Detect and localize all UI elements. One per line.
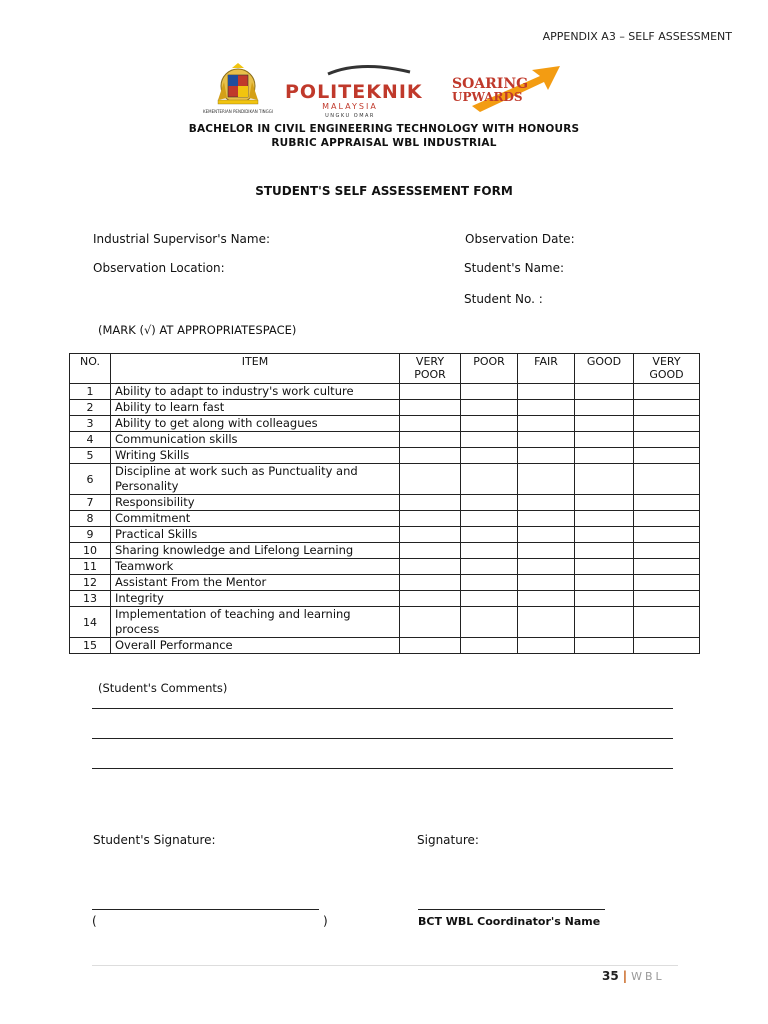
- row-item: Ability to adapt to industry's work culture: [111, 384, 400, 400]
- mark-cell-very-good[interactable]: [634, 559, 700, 575]
- header-item: ITEM: [111, 354, 400, 384]
- malaysia-text: MALAYSIA: [322, 102, 378, 111]
- comment-line-2[interactable]: [92, 738, 673, 739]
- mark-cell-good[interactable]: [575, 416, 634, 432]
- mark-cell-very-poor[interactable]: [400, 591, 461, 607]
- upwards-text: UPWARDS: [452, 90, 523, 104]
- mark-cell-poor[interactable]: [461, 527, 518, 543]
- row-number: 5: [70, 448, 111, 464]
- mark-cell-fair[interactable]: [518, 464, 575, 495]
- politeknik-text: POLITEKNIK: [285, 81, 423, 103]
- coordinator-signature-label: Signature:: [417, 833, 479, 847]
- comment-line-1[interactable]: [92, 708, 673, 709]
- mark-cell-good[interactable]: [575, 448, 634, 464]
- mark-cell-fair[interactable]: [518, 432, 575, 448]
- mark-cell-poor[interactable]: [461, 464, 518, 495]
- ungku-omar-text: UNGKU OMAR: [325, 113, 375, 119]
- table-row: [70, 495, 700, 511]
- table-row: [70, 464, 700, 495]
- row-item: Assistant From the Mentor: [111, 575, 400, 591]
- table-row: [70, 416, 700, 432]
- mark-cell-good[interactable]: [575, 607, 634, 638]
- mark-cell-very-poor[interactable]: [400, 527, 461, 543]
- mark-cell-fair[interactable]: [518, 511, 575, 527]
- table-row: [70, 607, 700, 638]
- student-signature-label: Student's Signature:: [93, 833, 216, 847]
- row-number: 1: [70, 384, 111, 400]
- table-row: [70, 384, 700, 400]
- table-row: [70, 543, 700, 559]
- row-item: Sharing knowledge and Lifelong Learning: [111, 543, 400, 559]
- mark-cell-very-good[interactable]: [634, 448, 700, 464]
- mark-cell-very-good[interactable]: [634, 543, 700, 559]
- soaring-upwards-logo: [452, 66, 560, 112]
- mark-cell-poor[interactable]: [461, 432, 518, 448]
- header-fair: FAIR: [518, 354, 575, 384]
- mark-cell-very-poor[interactable]: [400, 416, 461, 432]
- mark-cell-very-good[interactable]: [634, 416, 700, 432]
- row-number: 8: [70, 511, 111, 527]
- soaring-text: SOARING: [452, 76, 529, 92]
- mark-cell-poor[interactable]: [461, 400, 518, 416]
- coordinator-name-label: BCT WBL Coordinator's Name: [418, 915, 601, 928]
- mark-cell-fair[interactable]: [518, 384, 575, 400]
- comment-line-3[interactable]: [92, 768, 673, 769]
- mark-cell-good[interactable]: [575, 384, 634, 400]
- header-no: NO.: [70, 354, 111, 384]
- mark-cell-poor[interactable]: [461, 607, 518, 638]
- mark-cell-very-poor[interactable]: [400, 464, 461, 495]
- row-item: Communication skills: [111, 432, 400, 448]
- mark-cell-very-good[interactable]: [634, 527, 700, 543]
- mark-cell-good[interactable]: [575, 638, 634, 654]
- row-number: 10: [70, 543, 111, 559]
- mark-cell-very-good[interactable]: [634, 400, 700, 416]
- page-number: 35: [602, 969, 619, 983]
- table-row: [70, 591, 700, 607]
- mark-cell-fair[interactable]: [518, 416, 575, 432]
- mark-cell-poor[interactable]: [461, 575, 518, 591]
- mark-cell-very-poor[interactable]: [400, 511, 461, 527]
- mark-cell-very-good[interactable]: [634, 432, 700, 448]
- rubric-title: RUBRIC APPRAISAL WBL INDUSTRIAL: [271, 137, 497, 149]
- mark-cell-good[interactable]: [575, 432, 634, 448]
- row-item: Teamwork: [111, 559, 400, 575]
- table-row: [70, 400, 700, 416]
- form-title: STUDENT'S SELF ASSESSEMENT FORM: [255, 184, 513, 198]
- row-number: 6: [70, 464, 111, 495]
- table-row: [70, 511, 700, 527]
- row-number: 12: [70, 575, 111, 591]
- mark-cell-very-poor[interactable]: [400, 638, 461, 654]
- row-item: Ability to learn fast: [111, 400, 400, 416]
- mark-cell-poor[interactable]: [461, 638, 518, 654]
- comments-label: (Student's Comments): [98, 681, 228, 695]
- row-number: 13: [70, 591, 111, 607]
- mark-cell-poor[interactable]: [461, 416, 518, 432]
- mark-cell-good[interactable]: [575, 511, 634, 527]
- row-number: 9: [70, 527, 111, 543]
- row-number: 14: [70, 607, 111, 638]
- mark-cell-good[interactable]: [575, 495, 634, 511]
- row-number: 15: [70, 638, 111, 654]
- mark-cell-poor[interactable]: [461, 495, 518, 511]
- table-row: [70, 638, 700, 654]
- mark-cell-good[interactable]: [575, 527, 634, 543]
- mark-cell-good[interactable]: [575, 400, 634, 416]
- student-name-label: Student's Name:: [464, 261, 565, 275]
- mark-cell-fair[interactable]: [518, 527, 575, 543]
- mark-cell-fair[interactable]: [518, 543, 575, 559]
- mark-cell-poor[interactable]: [461, 559, 518, 575]
- programme-title: BACHELOR IN CIVIL ENGINEERING TECHNOLOGY WITH HONOURS: [188, 123, 580, 135]
- mark-cell-good[interactable]: [575, 464, 634, 495]
- observation-date-label: Observation Date:: [465, 232, 575, 246]
- name-paren-close: ): [323, 914, 328, 928]
- mark-cell-poor[interactable]: [461, 384, 518, 400]
- row-number: 11: [70, 559, 111, 575]
- coordinator-signature-line[interactable]: [418, 909, 605, 910]
- mark-cell-very-good[interactable]: [634, 511, 700, 527]
- mark-cell-fair[interactable]: [518, 495, 575, 511]
- mark-cell-poor[interactable]: [461, 511, 518, 527]
- institution-logos: [202, 62, 570, 120]
- mark-cell-fair[interactable]: [518, 559, 575, 575]
- footer-separator: |: [622, 969, 628, 983]
- mark-cell-very-poor[interactable]: [400, 559, 461, 575]
- coat-of-arms-logo: [218, 63, 258, 104]
- mark-cell-very-good[interactable]: [634, 384, 700, 400]
- row-item: Integrity: [111, 591, 400, 607]
- row-item: Responsibility: [111, 495, 400, 511]
- mark-cell-very-poor[interactable]: [400, 400, 461, 416]
- mark-cell-very-poor[interactable]: [400, 495, 461, 511]
- table-row: [70, 432, 700, 448]
- mark-cell-good[interactable]: [575, 575, 634, 591]
- mark-cell-very-poor[interactable]: [400, 432, 461, 448]
- mark-cell-poor[interactable]: [461, 543, 518, 559]
- row-item: Commitment: [111, 511, 400, 527]
- header-very-poor: VERY POOR: [400, 354, 461, 384]
- mark-cell-fair[interactable]: [518, 400, 575, 416]
- mark-cell-fair[interactable]: [518, 638, 575, 654]
- supervisor-name-label: Industrial Supervisor's Name:: [93, 232, 271, 246]
- table-row: [70, 575, 700, 591]
- mark-cell-very-good[interactable]: [634, 638, 700, 654]
- mark-cell-fair[interactable]: [518, 448, 575, 464]
- mark-cell-poor[interactable]: [461, 448, 518, 464]
- mark-cell-very-poor[interactable]: [400, 384, 461, 400]
- mark-cell-fair[interactable]: [518, 575, 575, 591]
- row-item: Writing Skills: [111, 448, 400, 464]
- table-row: [70, 448, 700, 464]
- mark-cell-poor[interactable]: [461, 591, 518, 607]
- mark-cell-very-poor[interactable]: [400, 543, 461, 559]
- mark-cell-very-poor[interactable]: [400, 607, 461, 638]
- mark-cell-very-poor[interactable]: [400, 448, 461, 464]
- mark-cell-good[interactable]: [575, 559, 634, 575]
- row-item: Ability to get along with colleagues: [111, 416, 400, 432]
- mark-cell-very-poor[interactable]: [400, 575, 461, 591]
- footer-divider: [92, 965, 678, 966]
- student-no-label: Student No. :: [464, 292, 543, 306]
- rubric-table: [69, 353, 700, 654]
- row-item: Implementation of teaching and learning process: [111, 607, 400, 638]
- table-header-row: [70, 354, 700, 384]
- page-footer: [602, 969, 665, 983]
- coat-of-arms-caption: KEMENTERIAN PENDIDIKAN TINGGI: [202, 109, 274, 114]
- mark-cell-very-good[interactable]: [634, 464, 700, 495]
- row-number: 4: [70, 432, 111, 448]
- politeknik-logo: [285, 66, 423, 119]
- table-row: [70, 527, 700, 543]
- mark-cell-very-good[interactable]: [634, 591, 700, 607]
- mark-instruction: (MARK (√) AT APPROPRIATESPACE): [98, 323, 297, 337]
- mark-cell-very-good[interactable]: [634, 607, 700, 638]
- row-number: 2: [70, 400, 111, 416]
- footer-section: WBL: [631, 970, 665, 983]
- appendix-label: APPENDIX A3 – SELF ASSESSMENT: [542, 30, 732, 43]
- header-poor: POOR: [461, 354, 518, 384]
- table-row: [70, 559, 700, 575]
- header-very-good: VERY GOOD: [634, 354, 700, 384]
- header-good: GOOD: [575, 354, 634, 384]
- row-number: 3: [70, 416, 111, 432]
- mark-cell-very-good[interactable]: [634, 495, 700, 511]
- mark-cell-very-good[interactable]: [634, 575, 700, 591]
- observation-location-label: Observation Location:: [93, 261, 225, 275]
- student-signature-line[interactable]: [92, 909, 319, 910]
- mark-cell-good[interactable]: [575, 591, 634, 607]
- mark-cell-fair[interactable]: [518, 591, 575, 607]
- row-item: Discipline at work such as Punctuality and Personality: [111, 464, 400, 495]
- row-item: Practical Skills: [111, 527, 400, 543]
- mark-cell-good[interactable]: [575, 543, 634, 559]
- row-number: 7: [70, 495, 111, 511]
- name-paren-open: (: [92, 914, 97, 928]
- row-item: Overall Performance: [111, 638, 400, 654]
- mark-cell-fair[interactable]: [518, 607, 575, 638]
